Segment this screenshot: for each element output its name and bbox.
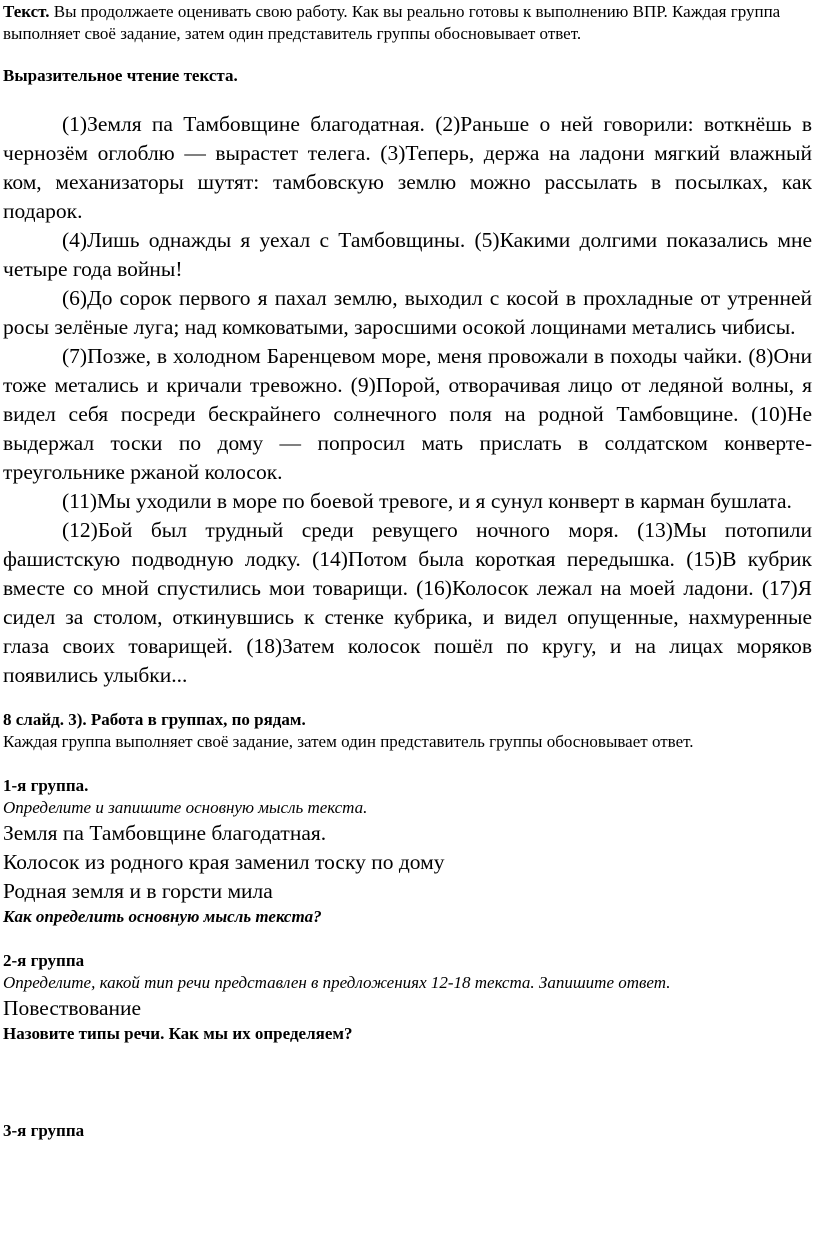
group-2-title: 2-я группа: [3, 951, 85, 970]
group-3-title: 3-я группа: [3, 1121, 85, 1140]
intro-label: Текст.: [3, 2, 50, 21]
group-1-answer-3: Родная земля и в горсти мила: [3, 879, 273, 903]
story-paragraph-6: (12)Бой был трудный среди ревущего ночного моря. (13)Мы потопили фашистскую подводную лодку. (14)Потом была короткая передышка. (15)В кубрик вместе со мной спустились мои товарищи. (16)Колосок лежал на моей ладони. (17)Я сидел за столом, откинувшись к стенке кубрика, и видел опущенные, нахмуренные глаза своих товарищей. (18)Затем колосок пошёл по кругу, и на лицах моряков появились улыбки...: [3, 518, 812, 687]
group-1-answer-1: Земля па Тамбовщине благодатная.: [3, 821, 327, 845]
group-1-question: Как определить основную мысль текста?: [3, 907, 322, 926]
slide-title: 8 слайд. 3). Работа в группах, по рядам.: [3, 710, 306, 729]
story-paragraph-3: (6)До сорок первого я пахал землю, выходил с косой в прохладные от утренней росы зелёные луга; над комковатыми, заросшими осокой лощинами метались чибисы.: [3, 286, 812, 339]
reading-title: Выразительное чтение текста.: [3, 66, 238, 85]
story-paragraph-4: (7)Позже, в холодном Баренцевом море, меня провожали в походы чайки. (8)Они тоже метались и кричали тревожно. (9)Порой, отворачивая лицо от ледяной волны, я видел себя посреди бескрайнего солнечного поля на родной Тамбовщине. (10)Не выдержал тоски по дому — попросил мать прислать в солдатском конверте-треугольнике ржаной колосок.: [3, 344, 812, 484]
group-3-section: [3, 1120, 812, 1142]
group-2-section: [3, 950, 812, 1045]
slide-instructions: Каждая группа выполняет своё задание, затем один представитель группы обосновывает ответ.: [3, 732, 694, 751]
group-2-task: Определите, какой тип речи представлен в предложениях 12-18 текста. Запишите ответ.: [3, 973, 671, 992]
group-1-task: Определите и запишите основную мысль текста.: [3, 798, 368, 817]
story-paragraph-2: (4)Лишь однажды я уехал с Тамбовщины. (5)Какими долгими показались мне четыре года войны!: [3, 228, 812, 281]
story-text: [3, 110, 812, 690]
intro-text: Вы продолжаете оценивать свою работу. Как вы реально готовы к выполнению ВПР. Каждая группа выполняет своё задание, затем один представитель группы обосновывает ответ.: [3, 2, 781, 43]
group-2-answer: Повествование: [3, 996, 142, 1020]
group-1-answer-2: Колосок из родного края заменил тоску по дому: [3, 850, 445, 874]
story-paragraph-1: (1)Земля па Тамбовщине благодатная. (2)Раньше о ней говорили: воткнёшь в чернозём оглоблю — вырастет телега. (3)Теперь, держа на ладони мягкий влажный ком, механизаторы шутят: тамбовскую землю можно рассылать в посылках, как подарок.: [3, 112, 812, 223]
group-1-section: [3, 775, 812, 928]
intro-paragraph: [3, 0, 812, 45]
group-1-title: 1-я группа.: [3, 776, 89, 795]
story-paragraph-5: (11)Мы уходили в море по боевой тревоге, и я сунул конверт в карман бушлата.: [62, 489, 792, 513]
group-2-question: Назовите типы речи. Как мы их определяем?: [3, 1024, 353, 1043]
